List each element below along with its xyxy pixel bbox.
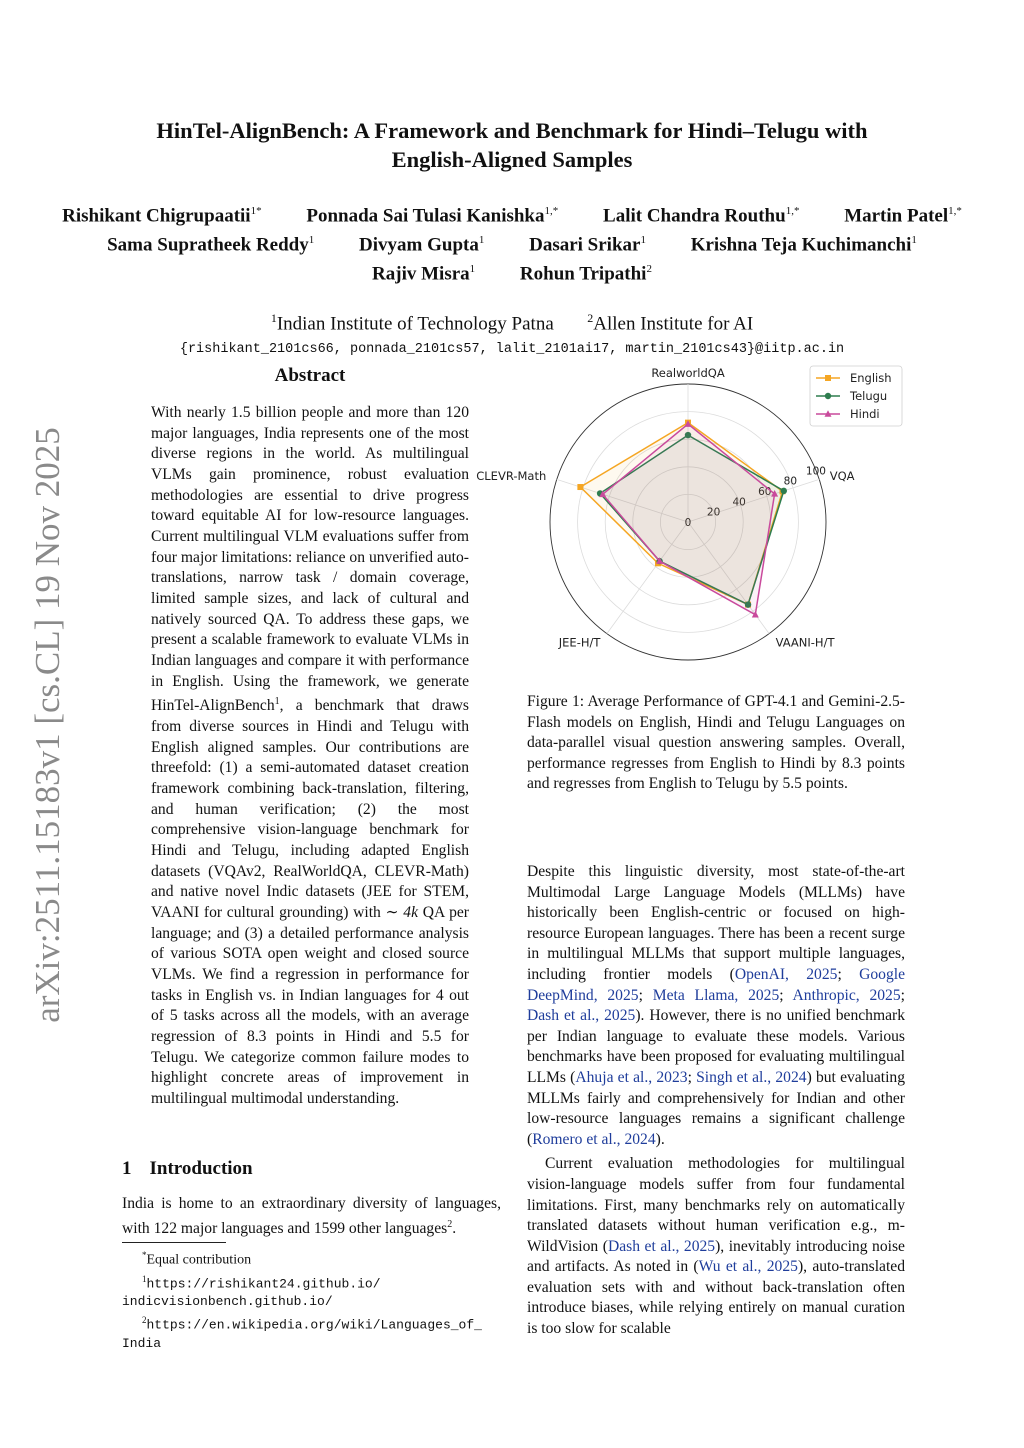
radar-series-hindi [603, 424, 775, 615]
affiliations: $^1$Indian Institute of Technology Patna $^2$Allen Institute for AI [270, 311, 754, 335]
authors-row-2 [30, 234, 994, 256]
footnote-link-1-cont[interactable]: indicvisionbench.github.io/ [122, 1294, 333, 1310]
authors-row-1 [30, 205, 994, 227]
legend-label: English [850, 371, 892, 385]
radar-series [577, 420, 787, 618]
radar-axis-label: VAANI-H/T [775, 635, 835, 650]
citation-link[interactable]: OpenAI, 2025 [734, 965, 838, 983]
author: Divyam Gupta$^1$ [359, 234, 485, 256]
paragraph: Current evaluation methodologies for multilingual vision-language models suffer from four fundamental limitations. First, many benchmarks rely on automatically translated datasets without human verification e.g., m-WildVision (Dash et al., 2025), inevitably introducing noise and artifacts. As noted in (Wu et al., 2025), auto-translated evaluation sets with and without back-translation often introduce biases, while relying entirely on manual curation is too slow for scalable [527, 1155, 905, 1338]
title-line-2: English-Aligned Samples [391, 147, 633, 172]
abstract-heading: Abstract [274, 365, 346, 386]
author: Krishna Teja Kuchimanchi$^1$ [690, 234, 917, 256]
citation-link[interactable]: Ahuja et al., 2023 [575, 1068, 688, 1086]
author: Ponnada Sai Tulasi Kanishka$^{1,*}$ [306, 205, 559, 227]
section-heading-introduction: 1 Introduction [122, 1158, 253, 1179]
radar-tick-label: 60 [758, 485, 772, 498]
author-emails: {rishikant_2101cs66, ponnada_2101cs57, lalit_2101ai17, martin_2101cs43}@iitp.ac.in [179, 342, 845, 357]
paragraph: Despite this linguistic diversity, most state-of-the-art Multimodal Large Language Models (MLLMs) have historically been English-centric or focused on high-resource European languages. There has been a recent surge in multilingual MLLMs that support multiple languages, including frontier models (OpenAI, 2025; Google DeepMind, 2025; Meta Llama, 2025; Anthropic, 2025; Dash et al., 2025). However, there is no unified benchmark per Indian language to evaluate these models. Various benchmarks have been proposed for evaluating multilingual LLMs (Ahuja et al., 2023; Singh et al., 2024) but evaluating MLLMs fairly and comprehensively for Indian and other low-resource languages remains a significant challenge (Romero et al., 2024). [527, 863, 906, 1148]
authors-row-3 [30, 263, 994, 285]
radar-tick-label: 0 [684, 517, 692, 529]
author: Sama Supratheek Reddy$^1$ [107, 234, 315, 256]
author: Dasari Srikar$^1$ [529, 234, 646, 256]
author: Martin Patel$^{1,*}$ [844, 205, 962, 227]
footnote-link-2[interactable]: https://en.wikipedia.org/wiki/Languages_of_ [146, 1317, 482, 1333]
author: Rishikant Chigrupaatii$^{1*}$ [62, 205, 262, 227]
radar-tick-label: 100 [805, 465, 826, 478]
citation-link[interactable]: Dash et al., 2025 [527, 1007, 636, 1025]
radar-axis-label: VQA [829, 468, 855, 483]
intro-paragraph: India is home to an extraordinary diversity of languages, with 122 major languages and 1599 other languages$^2$. [122, 1195, 501, 1237]
radar-chart [476, 362, 908, 682]
citation-link[interactable]: Meta Llama, 2025 [652, 986, 780, 1004]
radar-point [781, 488, 787, 494]
radar-axis-label: CLEVR-Math [476, 468, 547, 483]
figure-1-caption: Figure 1: Average Performance of GPT-4.1 and Gemini-2.5-Flash models on English, Hindi and Telugu Languages on data-parallel visual question answering samples. Overall, performance regresses from English to Hindi by 8.3 points and regresses from English to Telugu by 5.5 points. [527, 693, 905, 792]
citation-link[interactable]: Dash et al., 2025 [607, 1237, 716, 1255]
paper-title [60, 116, 964, 174]
abstract-body: With nearly 1.5 billion people and more than 120 major languages, India represents one of the most diverse regions in the world. As multilingual VLMs gain prominence, robust evaluation methodologies are essential to drive progress toward equitable AI for low-resource languages. Current multilingual VLM evaluations suffer from four major limitations: reliance on unverified auto-translations, narrow task / domain coverage, limited sample sizes, and lack of cultural and natively sourced QA. To address these gaps, we present a scalable framework to evaluate VLMs in Indian languages and compare it with performance in English. Using the framework, we generate HinTel-AlignBench$^1$, a benchmark that draws from diverse sources in Hindi and Telugu with English aligned samples. Our contributions are threefold: (1) a semi-automated dataset creation framework combining back-translation, filtering, and human verification; (2) the most comprehensive vision-language benchmark for Hindi and Telugu, including adapted English datasets (VQAv2, RealWorldQA, CLEVR-Math) and native novel Indic datasets (JEE for STEM, VAANI for cultural grounding) with ∼ 4k QA per language; and (3) a detailed performance analysis of various SOTA open weight and closed source VLMs. We find a regression in performance for tasks in English vs. in Indian languages for 4 out of 5 tasks across all the models, with an average regression of 8.3 points in Hindi and 5.5 for Telugu. We categorize common failure modes to highlight concrete areas of improvement in multilingual multimodal understanding. [151, 404, 469, 1107]
radar-axis-label: RealworldQA [651, 365, 725, 380]
footnote-link-2-cont[interactable]: India [122, 1335, 162, 1351]
footnote-link-1[interactable]: https://rishikant24.github.io/ [146, 1276, 381, 1292]
citation-link[interactable]: Anthropic, 2025 [792, 986, 901, 1004]
legend [810, 366, 902, 426]
citation-link[interactable]: Google DeepMind, 2025 [527, 965, 905, 1004]
legend-label: Hindi [850, 407, 880, 421]
legend-marker [825, 393, 831, 399]
radar-axis-label: JEE-H/T [558, 635, 601, 650]
title-line-1: HinTel-AlignBench: A Framework and Benchmark for Hindi–Telugu with [156, 118, 868, 143]
author: Rajiv Misra$^1$ [372, 263, 476, 285]
radar-tick-label: 20 [706, 506, 721, 519]
arxiv-watermark: arXiv:2511.15183v1 [cs.CL] 19 Nov 2025 [28, 427, 67, 1023]
radar-point [577, 484, 583, 490]
legend-marker [825, 375, 831, 381]
radar-tick-label: 80 [783, 475, 798, 488]
citation-link[interactable]: Wu et al., 2025 [698, 1258, 798, 1276]
footnotes: *Equal contribution $^1$https://rishikant24.github.io/ indicvisionbench.github.io/ $^2$https://en.wikipedia.org/wiki/Languages_of_ India [122, 1250, 482, 1351]
footnote-rule [122, 1242, 226, 1243]
author: Lalit Chandra Routhu$^{1,*}$ [603, 205, 800, 227]
author: Rohun Tripathi$^2$ [519, 263, 652, 285]
citation-link[interactable]: Singh et al., 2024 [696, 1068, 807, 1086]
legend-label: Telugu [850, 389, 888, 403]
radar-tick-label: 40 [732, 496, 746, 509]
citation-link[interactable]: Romero et al., 2024 [532, 1130, 656, 1148]
right-column-text [527, 862, 905, 1340]
